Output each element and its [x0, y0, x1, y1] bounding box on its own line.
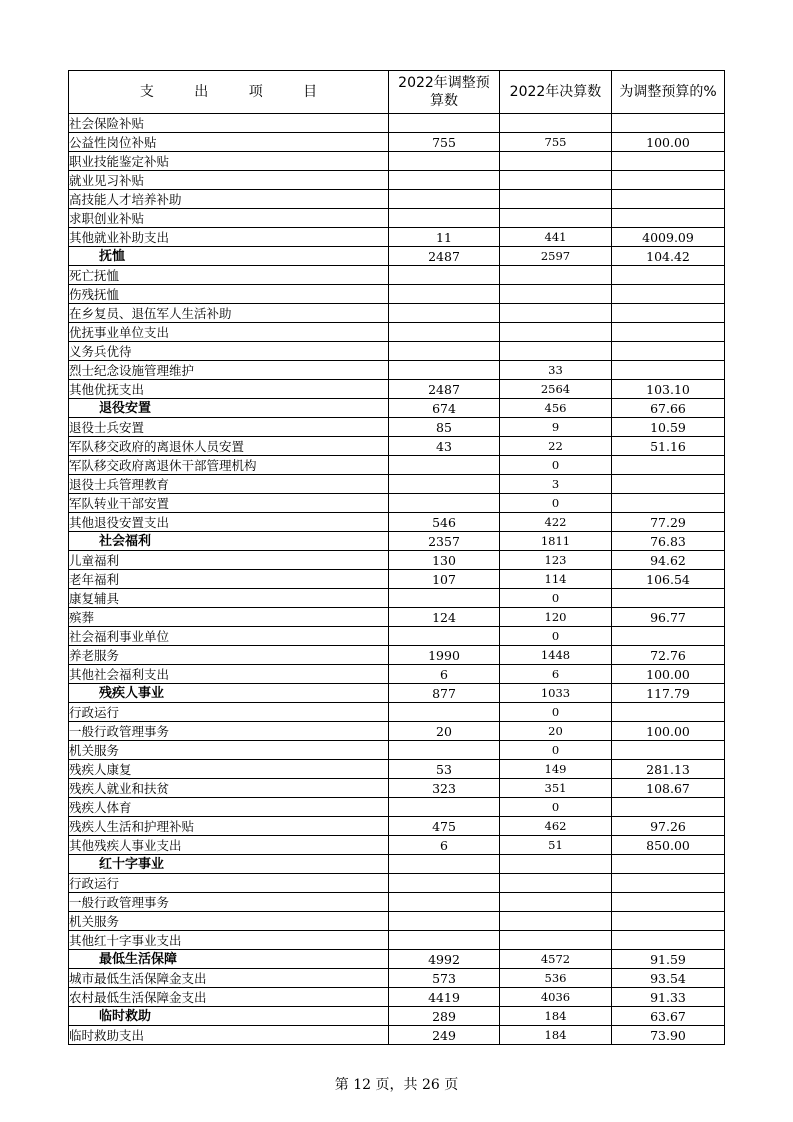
- row-ratio-cell: 77.29: [612, 513, 725, 532]
- row-budget-cell: 289: [389, 1007, 500, 1026]
- row-budget-cell: [389, 627, 500, 646]
- row-name-cell: 残疾人体育: [69, 798, 389, 817]
- row-final-cell: 20: [500, 722, 612, 741]
- row-budget-cell: [389, 285, 500, 304]
- expenditure-table: [68, 70, 725, 1045]
- row-ratio-cell: 106.54: [612, 570, 725, 589]
- row-final-cell: 0: [500, 798, 612, 817]
- row-ratio-cell: [612, 912, 725, 931]
- table-category-row: [69, 532, 725, 551]
- row-final-cell: 33: [500, 361, 612, 380]
- row-name-cell: 社会福利事业单位: [69, 627, 389, 646]
- row-final-cell: 3: [500, 475, 612, 494]
- row-final-cell: [500, 323, 612, 342]
- table-row: [69, 456, 725, 475]
- row-final-cell: 462: [500, 817, 612, 836]
- row-name-cell: 养老服务: [69, 646, 389, 665]
- row-budget-cell: 107: [389, 570, 500, 589]
- row-budget-cell: [389, 874, 500, 893]
- row-ratio-cell: 72.76: [612, 646, 725, 665]
- table-row: [69, 988, 725, 1007]
- table-category-row: [69, 684, 725, 703]
- row-ratio-cell: [612, 190, 725, 209]
- table-row: [69, 114, 725, 133]
- row-final-cell: [500, 931, 612, 950]
- row-final-cell: [500, 114, 612, 133]
- row-final-cell: [500, 893, 612, 912]
- table-row: [69, 171, 725, 190]
- row-name-cell: 其他退役安置支出: [69, 513, 389, 532]
- row-final-cell: 114: [500, 570, 612, 589]
- row-name-cell: 死亡抚恤: [69, 266, 389, 285]
- row-name-cell: 高技能人才培养补助: [69, 190, 389, 209]
- row-name-cell: 康复辅具: [69, 589, 389, 608]
- row-name-cell: 红十字事业: [69, 855, 389, 874]
- row-budget-cell: 4419: [389, 988, 500, 1007]
- row-ratio-cell: 850.00: [612, 836, 725, 855]
- row-final-cell: [500, 285, 612, 304]
- row-name-cell: 行政运行: [69, 874, 389, 893]
- row-final-cell: 1811: [500, 532, 612, 551]
- row-ratio-cell: 100.00: [612, 722, 725, 741]
- table-category-row: [69, 950, 725, 969]
- table-row: [69, 437, 725, 456]
- table-category-row: [69, 399, 725, 418]
- table-row: [69, 931, 725, 950]
- row-final-cell: 2597: [500, 247, 612, 266]
- table-row: [69, 969, 725, 988]
- row-final-cell: 351: [500, 779, 612, 798]
- table-category-row: [69, 855, 725, 874]
- table-row: [69, 361, 725, 380]
- row-budget-cell: [389, 266, 500, 285]
- row-final-cell: 456: [500, 399, 612, 418]
- header-ratio: 为调整预算的%: [612, 71, 725, 114]
- row-budget-cell: [389, 741, 500, 760]
- row-ratio-cell: 94.62: [612, 551, 725, 570]
- row-final-cell: [500, 912, 612, 931]
- row-ratio-cell: 97.26: [612, 817, 725, 836]
- row-name-cell: 临时救助: [69, 1007, 389, 1026]
- row-budget-cell: 2487: [389, 247, 500, 266]
- row-final-cell: 184: [500, 1026, 612, 1045]
- table-row: [69, 551, 725, 570]
- table-row: [69, 608, 725, 627]
- table-row: [69, 418, 725, 437]
- row-ratio-cell: 100.00: [612, 133, 725, 152]
- row-ratio-cell: 76.83: [612, 532, 725, 551]
- row-ratio-cell: [612, 475, 725, 494]
- row-final-cell: 422: [500, 513, 612, 532]
- row-name-cell: 烈士纪念设施管理维护: [69, 361, 389, 380]
- row-budget-cell: [389, 494, 500, 513]
- row-ratio-cell: 73.90: [612, 1026, 725, 1045]
- table-row: [69, 380, 725, 399]
- row-ratio-cell: 281.13: [612, 760, 725, 779]
- row-final-cell: [500, 266, 612, 285]
- row-final-cell: 1448: [500, 646, 612, 665]
- row-budget-cell: [389, 209, 500, 228]
- row-budget-cell: [389, 152, 500, 171]
- page-number: 第 12 页，共 26 页: [334, 1077, 459, 1093]
- row-ratio-cell: [612, 456, 725, 475]
- row-budget-cell: [389, 589, 500, 608]
- row-ratio-cell: [612, 266, 725, 285]
- table-row: [69, 646, 725, 665]
- row-ratio-cell: 117.79: [612, 684, 725, 703]
- row-ratio-cell: [612, 361, 725, 380]
- row-final-cell: [500, 874, 612, 893]
- table-row: [69, 703, 725, 722]
- table-row: [69, 817, 725, 836]
- row-budget-cell: [389, 475, 500, 494]
- row-ratio-cell: [612, 874, 725, 893]
- row-name-cell: 退役安置: [69, 399, 389, 418]
- row-name-cell: 残疾人事业: [69, 684, 389, 703]
- table-row: [69, 209, 725, 228]
- row-final-cell: 0: [500, 703, 612, 722]
- row-ratio-cell: [612, 855, 725, 874]
- row-budget-cell: [389, 931, 500, 950]
- row-budget-cell: 1990: [389, 646, 500, 665]
- row-ratio-cell: [612, 893, 725, 912]
- row-ratio-cell: [612, 342, 725, 361]
- row-budget-cell: 4992: [389, 950, 500, 969]
- row-final-cell: 0: [500, 741, 612, 760]
- table-row: [69, 722, 725, 741]
- row-final-cell: 441: [500, 228, 612, 247]
- row-name-cell: 退役士兵安置: [69, 418, 389, 437]
- row-final-cell: 536: [500, 969, 612, 988]
- row-budget-cell: [389, 361, 500, 380]
- row-budget-cell: [389, 703, 500, 722]
- row-budget-cell: [389, 171, 500, 190]
- row-name-cell: 社会保险补贴: [69, 114, 389, 133]
- table-row: [69, 836, 725, 855]
- table-row: [69, 798, 725, 817]
- table-row: [69, 513, 725, 532]
- row-name-cell: 义务兵优待: [69, 342, 389, 361]
- row-ratio-cell: [612, 285, 725, 304]
- row-budget-cell: 755: [389, 133, 500, 152]
- row-final-cell: [500, 171, 612, 190]
- row-budget-cell: 323: [389, 779, 500, 798]
- row-final-cell: 0: [500, 589, 612, 608]
- row-name-cell: 求职创业补贴: [69, 209, 389, 228]
- row-ratio-cell: [612, 703, 725, 722]
- row-ratio-cell: [612, 627, 725, 646]
- row-ratio-cell: [612, 152, 725, 171]
- row-budget-cell: [389, 855, 500, 874]
- table-row: [69, 494, 725, 513]
- row-budget-cell: [389, 798, 500, 817]
- row-final-cell: [500, 855, 612, 874]
- row-budget-cell: 249: [389, 1026, 500, 1045]
- row-final-cell: 22: [500, 437, 612, 456]
- row-budget-cell: [389, 893, 500, 912]
- row-final-cell: 755: [500, 133, 612, 152]
- row-name-cell: 行政运行: [69, 703, 389, 722]
- row-name-cell: 残疾人就业和扶贫: [69, 779, 389, 798]
- table-row: [69, 228, 725, 247]
- row-budget-cell: 2357: [389, 532, 500, 551]
- row-budget-cell: 2487: [389, 380, 500, 399]
- row-name-cell: 抚恤: [69, 247, 389, 266]
- row-name-cell: 在乡复员、退伍军人生活补助: [69, 304, 389, 323]
- row-final-cell: 2564: [500, 380, 612, 399]
- table-category-row: [69, 1007, 725, 1026]
- row-ratio-cell: 67.66: [612, 399, 725, 418]
- row-name-cell: 其他优抚支出: [69, 380, 389, 399]
- table-row: [69, 285, 725, 304]
- row-ratio-cell: [612, 171, 725, 190]
- row-final-cell: 4036: [500, 988, 612, 1007]
- table-row: [69, 589, 725, 608]
- row-final-cell: 184: [500, 1007, 612, 1026]
- row-name-cell: 社会福利: [69, 532, 389, 551]
- row-name-cell: 其他红十字事业支出: [69, 931, 389, 950]
- row-name-cell: 城市最低生活保障金支出: [69, 969, 389, 988]
- row-final-cell: 123: [500, 551, 612, 570]
- row-name-cell: 最低生活保障: [69, 950, 389, 969]
- row-name-cell: 军队移交政府离退休干部管理机构: [69, 456, 389, 475]
- row-budget-cell: 573: [389, 969, 500, 988]
- row-final-cell: [500, 190, 612, 209]
- row-ratio-cell: [612, 209, 725, 228]
- row-name-cell: 一般行政管理事务: [69, 722, 389, 741]
- row-final-cell: 120: [500, 608, 612, 627]
- row-final-cell: 4572: [500, 950, 612, 969]
- row-name-cell: 公益性岗位补贴: [69, 133, 389, 152]
- row-budget-cell: 85: [389, 418, 500, 437]
- row-ratio-cell: [612, 114, 725, 133]
- row-budget-cell: [389, 323, 500, 342]
- row-budget-cell: 674: [389, 399, 500, 418]
- row-budget-cell: 877: [389, 684, 500, 703]
- row-final-cell: [500, 209, 612, 228]
- row-ratio-cell: [612, 741, 725, 760]
- table-row: [69, 304, 725, 323]
- table-row: [69, 152, 725, 171]
- row-budget-cell: [389, 342, 500, 361]
- table-header-row: [69, 71, 725, 114]
- table-body: [69, 114, 725, 1045]
- row-ratio-cell: [612, 323, 725, 342]
- row-final-cell: 6: [500, 665, 612, 684]
- header-final: 2022年决算数: [500, 71, 612, 114]
- row-budget-cell: 130: [389, 551, 500, 570]
- table-row: [69, 1026, 725, 1045]
- row-name-cell: 其他就业补助支出: [69, 228, 389, 247]
- row-ratio-cell: 104.42: [612, 247, 725, 266]
- row-name-cell: 儿童福利: [69, 551, 389, 570]
- row-name-cell: 农村最低生活保障金支出: [69, 988, 389, 1007]
- table-row: [69, 893, 725, 912]
- table-row: [69, 266, 725, 285]
- row-ratio-cell: 103.10: [612, 380, 725, 399]
- row-budget-cell: 546: [389, 513, 500, 532]
- row-budget-cell: [389, 912, 500, 931]
- row-final-cell: 0: [500, 456, 612, 475]
- row-budget-cell: [389, 114, 500, 133]
- row-budget-cell: 43: [389, 437, 500, 456]
- row-name-cell: 残疾人康复: [69, 760, 389, 779]
- row-ratio-cell: 51.16: [612, 437, 725, 456]
- row-final-cell: 0: [500, 494, 612, 513]
- row-name-cell: 机关服务: [69, 912, 389, 931]
- row-name-cell: 临时救助支出: [69, 1026, 389, 1045]
- row-budget-cell: [389, 190, 500, 209]
- table-row: [69, 133, 725, 152]
- row-budget-cell: [389, 304, 500, 323]
- row-name-cell: 残疾人生活和护理补贴: [69, 817, 389, 836]
- table-row: [69, 779, 725, 798]
- row-name-cell: 优抚事业单位支出: [69, 323, 389, 342]
- row-budget-cell: 11: [389, 228, 500, 247]
- row-final-cell: 51: [500, 836, 612, 855]
- row-ratio-cell: 100.00: [612, 665, 725, 684]
- table-row: [69, 741, 725, 760]
- row-name-cell: 一般行政管理事务: [69, 893, 389, 912]
- row-ratio-cell: 63.67: [612, 1007, 725, 1026]
- row-ratio-cell: 91.33: [612, 988, 725, 1007]
- row-ratio-cell: 4009.09: [612, 228, 725, 247]
- row-name-cell: 老年福利: [69, 570, 389, 589]
- row-ratio-cell: [612, 494, 725, 513]
- row-name-cell: 军队移交政府的离退休人员安置: [69, 437, 389, 456]
- row-final-cell: [500, 342, 612, 361]
- row-name-cell: 殡葬: [69, 608, 389, 627]
- row-budget-cell: 53: [389, 760, 500, 779]
- table-row: [69, 475, 725, 494]
- row-ratio-cell: [612, 589, 725, 608]
- table-row: [69, 912, 725, 931]
- row-budget-cell: 124: [389, 608, 500, 627]
- row-ratio-cell: 93.54: [612, 969, 725, 988]
- row-name-cell: 其他残疾人事业支出: [69, 836, 389, 855]
- row-budget-cell: 6: [389, 836, 500, 855]
- row-final-cell: 149: [500, 760, 612, 779]
- row-name-cell: 就业见习补贴: [69, 171, 389, 190]
- table-row: [69, 570, 725, 589]
- row-name-cell: 机关服务: [69, 741, 389, 760]
- row-final-cell: 9: [500, 418, 612, 437]
- row-budget-cell: [389, 456, 500, 475]
- table-row: [69, 760, 725, 779]
- row-name-cell: 其他社会福利支出: [69, 665, 389, 684]
- row-name-cell: 职业技能鉴定补贴: [69, 152, 389, 171]
- header-budget: 2022年调整预算数: [389, 71, 500, 114]
- table-row: [69, 342, 725, 361]
- row-name-cell: 伤残抚恤: [69, 285, 389, 304]
- row-budget-cell: 20: [389, 722, 500, 741]
- row-ratio-cell: 96.77: [612, 608, 725, 627]
- row-ratio-cell: 91.59: [612, 950, 725, 969]
- header-item: 支 出 项 目: [69, 71, 389, 114]
- row-ratio-cell: [612, 798, 725, 817]
- row-final-cell: [500, 152, 612, 171]
- table-row: [69, 627, 725, 646]
- table-category-row: [69, 247, 725, 266]
- table-row: [69, 874, 725, 893]
- row-final-cell: 1033: [500, 684, 612, 703]
- row-ratio-cell: [612, 304, 725, 323]
- row-name-cell: 退役士兵管理教育: [69, 475, 389, 494]
- table-row: [69, 665, 725, 684]
- row-budget-cell: 6: [389, 665, 500, 684]
- table-row: [69, 190, 725, 209]
- row-ratio-cell: 108.67: [612, 779, 725, 798]
- row-name-cell: 军队转业干部安置: [69, 494, 389, 513]
- row-ratio-cell: 10.59: [612, 418, 725, 437]
- row-final-cell: 0: [500, 627, 612, 646]
- row-ratio-cell: [612, 931, 725, 950]
- row-final-cell: [500, 304, 612, 323]
- row-budget-cell: 475: [389, 817, 500, 836]
- table-row: [69, 323, 725, 342]
